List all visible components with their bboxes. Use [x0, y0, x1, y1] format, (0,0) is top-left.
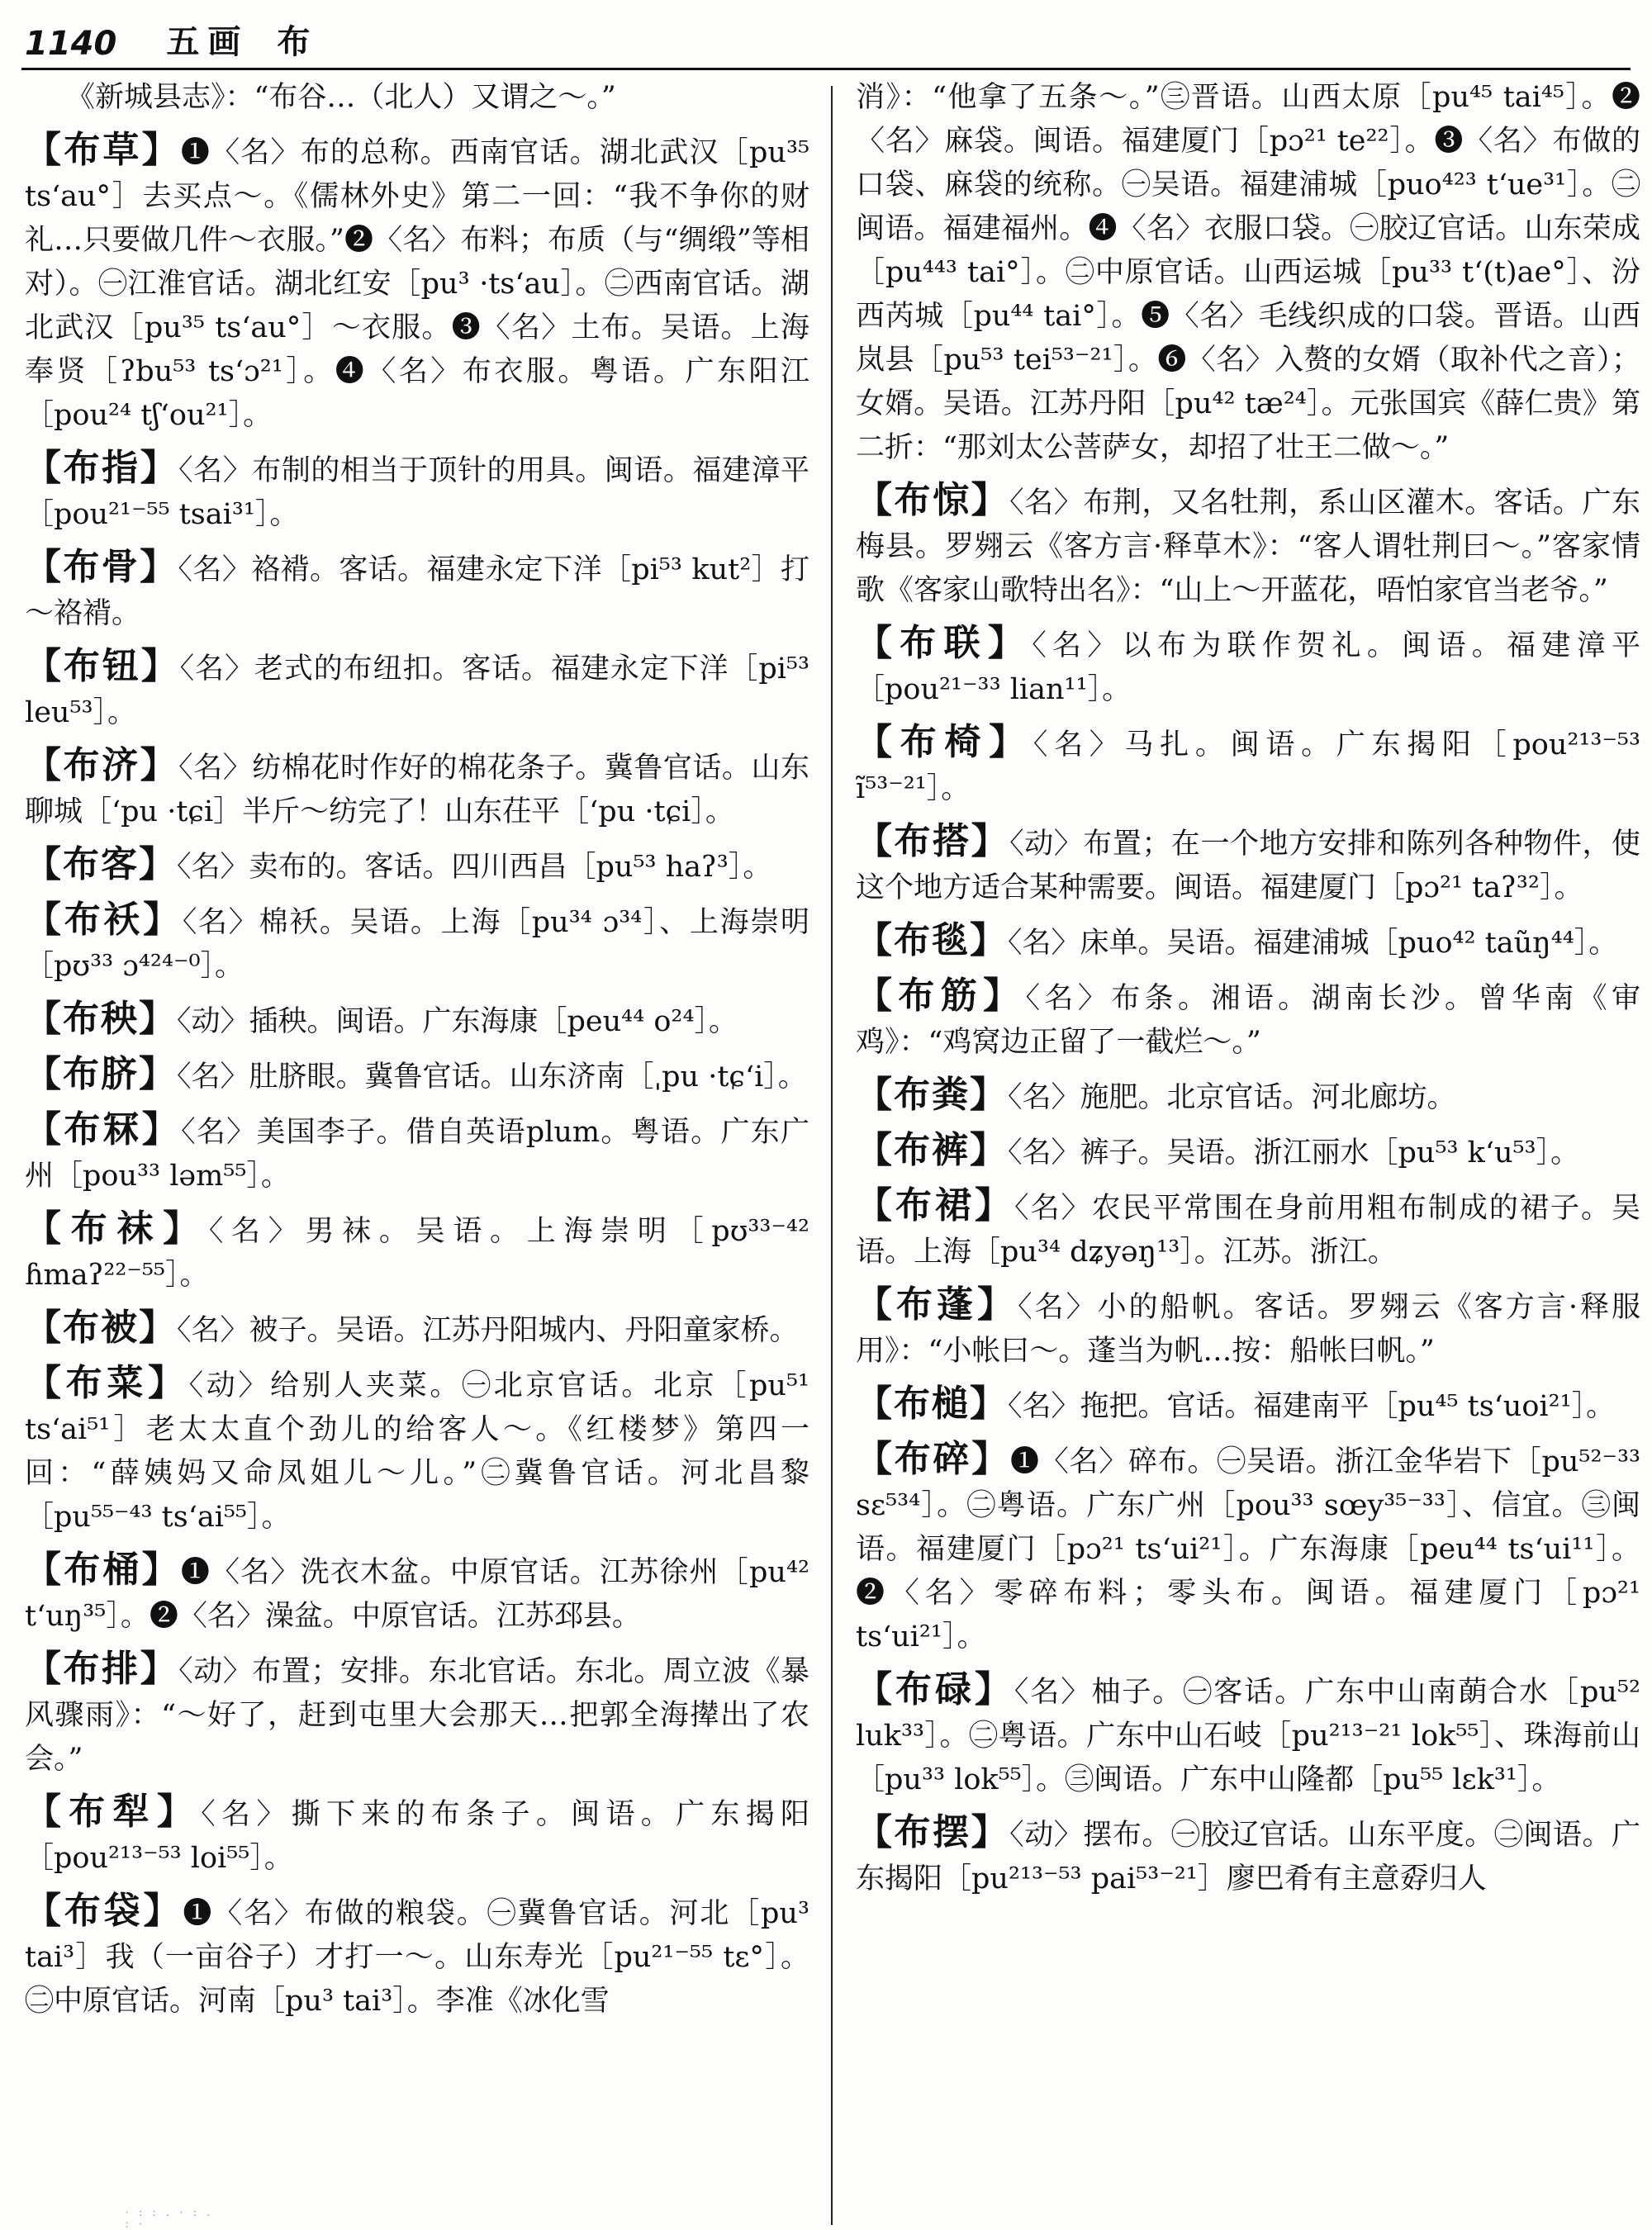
- header-rule: [21, 68, 1631, 70]
- entry-text: 〈名〉纺棉花时作好的棉花条子。冀鲁官话。山东聊城［‘pu ·tɕi］半斤～纺完了！山东茌平［‘pu ·tɕi］。: [25, 752, 810, 828]
- entry-text: 〈名〉柚子。㊀客话。广东中山南蓢合水［pu⁵² luk³³］。㊁粤语。广东中山石岐［pu²¹³⁻²¹ lok⁵⁵］、珠海前山［pu³³ lok⁵⁵］。㊂闽语。广东中山隆都［pu⁵⁵ lɛk³¹］。: [856, 1676, 1641, 1796]
- entry-text: 〈名〉布荆，又名牡荆，系山区灌木。客话。广东梅县。罗翙云《客方言·释草木》：“客人谓牡荆曰～。”客家情歌《客家山歌特出名》：“山上～开蓝花，唔怕家官当老爷。”: [856, 486, 1641, 607]
- entry-bu-wa: [25, 1207, 809, 1298]
- headword: 【布粪】: [856, 1074, 1008, 1116]
- entry-text: 〈动〉布置；在一个地方安排和陈列各种物件，使这个地方适合某种需要。闽语。福建厦门［pɔ²¹ taʔ³²］。: [856, 828, 1641, 904]
- entry-bu-sui: [856, 1437, 1640, 1659]
- headword: 【布槌】: [856, 1383, 1008, 1425]
- header-character: 布: [277, 22, 311, 61]
- headword: 【布被】: [25, 1307, 177, 1349]
- entry-bu-jin: [856, 974, 1640, 1065]
- entry-text: 〈名〉老式的布纽扣。客话。福建永定下洋［pi⁵³ leu⁵³］。: [25, 652, 809, 729]
- headword: 【布联】: [856, 622, 1032, 664]
- entry-text: 〈名〉施肥。北京官话。河北廊坊。: [1008, 1081, 1456, 1114]
- entry-text: ❶〈名〉布做的粮袋。㊀冀鲁官话。河北［pu³ tai³］我（一亩谷子）才打一～。山东寿光［pu²¹⁻⁵⁵ tɛ°］。㊁中原官话。河南［pu³ tai³］。李准《冰化雪: [25, 1897, 809, 2018]
- entry-bu-bei: [25, 1306, 809, 1353]
- headword: 【布裙】: [856, 1184, 1015, 1226]
- headword: 【布脐】: [25, 1053, 177, 1095]
- entry-text: 〈名〉农民平常围在身前用粗布制成的裙子。吴语。上海［pu³⁴ dʑyəŋ¹³］。江苏。浙江。: [856, 1192, 1640, 1269]
- entry-bu-dai: [25, 1889, 809, 2024]
- entry-bu-ku: [856, 1128, 1640, 1175]
- headword: 【布济】: [25, 744, 179, 786]
- headword: 【布犁】: [25, 1791, 202, 1833]
- headword: 【布蓬】: [856, 1283, 1018, 1326]
- headword: 【布搭】: [856, 820, 1010, 862]
- entry-bu-lu: [856, 1668, 1640, 1802]
- entry-bu-da: [856, 819, 1640, 910]
- entry-bu-zhi: [25, 446, 809, 537]
- entry-text: 〈名〉袼褙。客话。福建永定下洋［pi⁵³ kut²］打～袼褙。: [25, 553, 809, 630]
- entry-continuation: [856, 76, 1640, 470]
- headword: 【布桶】: [25, 1549, 181, 1591]
- scan-artifact: · : : . · : . : ·: [124, 2207, 212, 2230]
- headword: 【布指】: [25, 447, 179, 489]
- headword: 【布袄】: [25, 899, 183, 941]
- headword: 【布碌】: [856, 1668, 1014, 1710]
- entry-bu-qun: [856, 1184, 1640, 1274]
- headword: 【布排】: [25, 1648, 179, 1690]
- entry-text: 〈动〉摆布。㊀胶辽官话。山东平度。㊁闽语。广东揭阳［pu²¹³⁻⁵³ pai⁵³⁻²¹］廖巴肴有主意孬归人: [856, 1819, 1641, 1896]
- left-column: [25, 76, 809, 2230]
- entry-bu-lin: [25, 1108, 809, 1198]
- entry-bu-chui: [856, 1382, 1640, 1429]
- entry-text: 〈动〉布置；安排。东北官话。东北。周立波《暴风骤雨》：“～好了，赶到屯里大会那天…把郭全海撵出了农会。”: [25, 1655, 810, 1776]
- headword: 【布毯】: [856, 919, 1008, 961]
- entry-text: 〈名〉以布为联作贺礼。闽语。福建漳平［pou²¹⁻³³ lian¹¹］。: [856, 629, 1641, 706]
- entry-text: 〈名〉小的船帆。客话。罗翙云《客方言·释服用》：“小帐曰～。蓬当为帆…按：船帐曰帆。”: [856, 1291, 1640, 1368]
- column-divider: [831, 86, 833, 2225]
- headword: 【布菜】: [25, 1362, 189, 1404]
- headword: 【布袜】: [25, 1208, 209, 1250]
- entry-text: ❶〈名〉洗衣木盆。中原官话。江苏徐州［pu⁴² t‘uŋ³⁵］。❷〈名〉澡盆。中原官话。江苏邳县。: [25, 1556, 810, 1633]
- headword: 【布骨】: [25, 546, 178, 588]
- entry-text: 〈名〉布制的相当于顶针的用具。闽语。福建漳平［pou²¹⁻⁵⁵ tsai³¹］。: [25, 454, 810, 531]
- entry-text: ❶〈名〉碎布。㊀吴语。浙江金华岩下［pu⁵²⁻³³ sɛ⁵³⁴］。㊁粤语。广东广州［pou³³ sœy³⁵⁻³³］、信宜。㊂闽语。福建厦门［pɔ²¹ ts‘ui²¹］。广东海康［peu⁴⁴ ts‘ui¹¹］。❷〈名〉零碎布料；零头布。闽语。福建厦门［pɔ²¹ ts‘ui²¹］。: [856, 1445, 1641, 1654]
- entry-text: 〈名〉撕下来的布条子。闽语。广东揭阳［pou²¹³⁻⁵³ loi⁵⁵］。: [25, 1798, 810, 1875]
- entry-bu-peng: [856, 1283, 1640, 1374]
- entry-text: 〈名〉马扎。闽语。广东揭阳［pou²¹³⁻⁵³ ĩ⁵³⁻²¹］。: [856, 728, 1640, 805]
- entry-text: 〈名〉布条。湘语。湖南长沙。曾华南《审鸡》：“鸡窝边正留了一截烂～。”: [856, 982, 1640, 1059]
- entry-text: 〈名〉被子。吴语。江苏丹阳城内、丹阳童家桥。: [177, 1314, 799, 1347]
- entry-text: 〈动〉给别人夹菜。㊀北京官话。北京［pu⁵¹ ts‘ai⁵¹］老太太直个劲儿的给客人～。《红楼梦》第四一回：“薛姨妈又命凤姐儿～儿。”㊁冀鲁官话。河北昌黎［pu⁵⁵⁻⁴³ ts‘ai⁵⁵］。: [25, 1369, 810, 1534]
- headword: 【布客】: [25, 843, 177, 885]
- entry-bu-bai: [856, 1810, 1640, 1901]
- entry-text: 《新城县志》：“布谷…（北人）又谓之～。”: [66, 81, 616, 114]
- entry-bu-yang: [25, 997, 809, 1044]
- entry-text: 〈名〉美国李子。借自英语plum。粤语。广东广州［pou³³ ləm⁵⁵］。: [25, 1116, 809, 1193]
- entry-text: 〈名〉棉袄。吴语。上海［pu³⁴ ɔ³⁴］、上海崇明［pʊ³³ ɔ⁴²⁴⁻⁰］。: [25, 906, 809, 983]
- entry-bu-niu: [25, 644, 809, 735]
- entry-bu-ao: [25, 898, 809, 989]
- entry-continuation: [25, 76, 809, 120]
- headword: 【布椅】: [856, 721, 1033, 763]
- entry-bu-cao: [25, 128, 809, 438]
- entry-bu-jing: [856, 478, 1640, 613]
- entry-bu-fen: [856, 1073, 1640, 1120]
- headword: 【布秧】: [25, 998, 177, 1040]
- entry-bu-yi: [856, 720, 1640, 811]
- entry-bu-gu: [25, 545, 809, 636]
- headword: 【布裤】: [856, 1129, 1008, 1171]
- entry-bu-tong: [25, 1548, 809, 1639]
- entry-text: 消》：“他拿了五条～。”㊂晋语。山西太原［pu⁴⁵ tai⁴⁵］。❷〈名〉麻袋。闽语。福建厦门［pɔ²¹ te²²］。❸〈名〉布做的口袋、麻袋的统称。㊀吴语。福建浦城［puo⁴²³ t‘ue³¹］。㊁闽语。福建福州。❹〈名〉衣服口袋。㊀胶辽官话。山东荣成［pu⁴⁴³ tai°］。㊁中原官话。山西运城［pu³³ t‘(t)ae°］、汾西芮城［pu⁴⁴ tai°］。❺〈名〉毛线织成的口袋。晋语。山西岚县［pu⁵³ tei⁵³⁻²¹］。❻〈名〉入赘的女婿（取补代之音）；女婿。吴语。江苏丹阳［pu⁴² tæ²⁴］。元张国宾《薛仁贵》第二折：“那刘太公菩萨女，却招了壮王二做～。”: [856, 81, 1640, 464]
- entry-bu-lian: [856, 621, 1640, 712]
- page-number: 1140: [25, 25, 117, 63]
- headword: 【布摆】: [856, 1811, 1010, 1853]
- headword: 【布冧】: [25, 1108, 182, 1151]
- headword: 【布草】: [25, 129, 181, 171]
- right-column: [856, 76, 1640, 2230]
- entry-bu-pai: [25, 1647, 809, 1782]
- entry-bu-tan: [856, 918, 1640, 966]
- entry-text: 〈名〉拖把。官话。福建南平［pu⁴⁵ ts‘uoi²¹］。: [1008, 1390, 1616, 1423]
- headword: 【布钮】: [25, 645, 180, 687]
- headword: 【布筋】: [856, 975, 1026, 1017]
- headword: 【布袋】: [25, 1890, 183, 1932]
- entry-bu-li: [25, 1790, 809, 1881]
- entry-text: 〈名〉床单。吴语。福建浦城［puo⁴² taũŋ⁴⁴］。: [1008, 927, 1618, 960]
- headword: 【布碎】: [856, 1438, 1010, 1480]
- entry-bu-ke: [25, 842, 809, 890]
- page-header: [25, 12, 1627, 63]
- entry-bu-ji: [25, 743, 809, 834]
- entry-text: 〈名〉男袜。吴语。上海崇明［pʊ³³⁻⁴² ɦmaʔ²²⁻⁵⁵］。: [25, 1215, 809, 1292]
- entry-text: 〈动〉插秧。闽语。广东海康［peu⁴⁴ o²⁴］。: [177, 1005, 738, 1038]
- entry-text: ❶〈名〉布的总称。西南官话。湖北武汉［pu³⁵ ts‘au°］去买点～。《儒林外史》第二一回：“我不争你的财礼…只要做几件～衣服。”❷〈名〉布料；布质（与“绸缎”等相对）。㊀江淮官话。湖北红安［pu³ ·ts‘au］。㊁西南官话。湖北武汉［pu³⁵ ts‘au°］～衣服。❸〈名〉土布。吴语。上海奉贤［ʔbu⁵³ ts‘ɔ²¹］。❹〈名〉布衣服。粤语。广东阳江［pou²⁴ tʃ‘ou²¹］。: [25, 136, 810, 432]
- entry-bu-qi: [25, 1052, 809, 1099]
- section-label: 五画: [166, 22, 249, 61]
- headword: 【布惊】: [856, 479, 1010, 521]
- entry-text: 〈名〉裤子。吴语。浙江丽水［pu⁵³ k‘u⁵³］。: [1008, 1136, 1580, 1170]
- entry-text: 〈名〉肚脐眼。冀鲁官话。山东济南［ˌpu ·tɕ‘i］。: [177, 1060, 807, 1094]
- entry-bu-cai: [25, 1361, 809, 1540]
- entry-text: 〈名〉卖布的。客话。四川西昌［pu⁵³ haʔ³］。: [177, 851, 772, 884]
